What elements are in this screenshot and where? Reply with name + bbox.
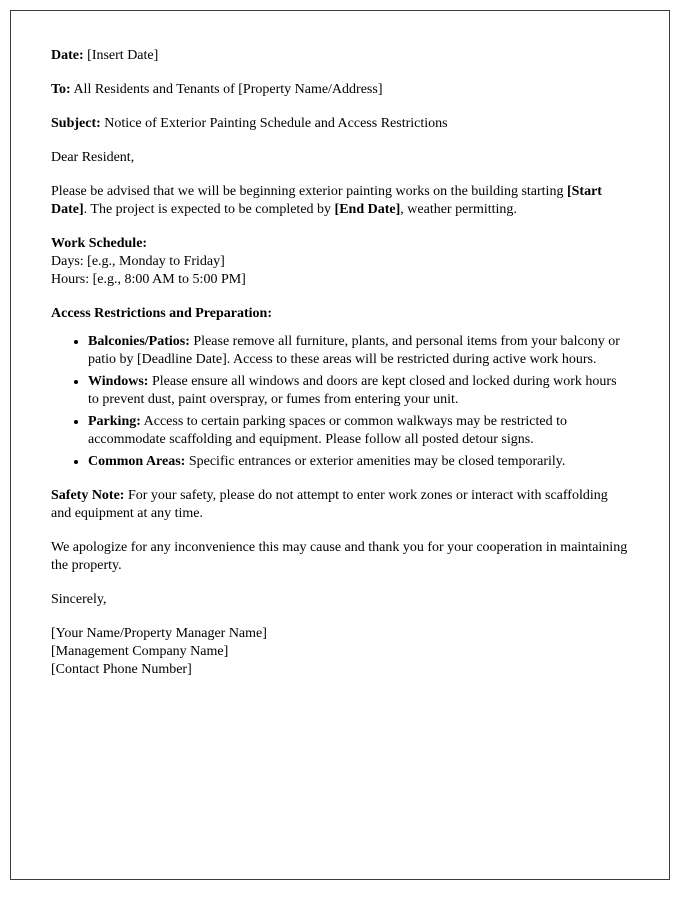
safety-label: Safety Note: [51,488,125,503]
common-areas-label: Common Areas: [88,454,186,469]
subject-line [51,115,629,133]
work-schedule-days: Days: [e.g., Monday to Friday] [51,254,225,269]
subject-value: Notice of Exterior Painting Schedule and Access Restrictions [100,116,448,131]
common-areas-text: Specific entrances or exterior amenities may be closed temporarily. [185,454,566,469]
to-line [51,81,629,99]
to-value: All Residents and Tenants of [Property Name/Address] [70,82,383,97]
windows-label: Windows: [88,374,149,389]
access-list [51,333,629,471]
list-item-windows [88,373,629,409]
intro-text-2: . The project is expected to be completed by [83,202,335,217]
subject-label: Subject: [51,116,101,131]
intro-paragraph [51,183,629,219]
balconies-label: Balconies/Patios: [88,334,190,349]
work-schedule-heading-text: Work Schedule: [51,236,148,251]
signature-company: [Management Company Name] [51,644,229,659]
end-date-placeholder: [End Date] [334,202,401,217]
list-item-balconies [88,333,629,369]
signature-block [51,625,629,679]
closing: Sincerely, [51,592,107,607]
access-heading [51,305,629,323]
to-label: To: [51,82,71,97]
list-item-common-areas [88,453,629,471]
list-item-parking [88,413,629,449]
letter-page [10,10,670,880]
work-schedule-hours: Hours: [e.g., 8:00 AM to 5:00 PM] [51,272,246,287]
access-heading-text: Access Restrictions and Preparation: [51,306,272,321]
letter-body [51,47,629,679]
balconies-text: Please remove all furniture, plants, and personal items from your balcony or patio by [Deadline Date]. Access to these areas will be restricted during active work hours. [88,334,620,367]
date-value: [Insert Date] [83,48,159,63]
safety-text: For your safety, please do not attempt to enter work zones or interact with scaffolding and equipment at any time. [51,488,608,521]
parking-label: Parking: [88,414,141,429]
safety-paragraph [51,487,629,523]
work-schedule-section [51,235,629,289]
intro-text-3: , weather permitting. [400,202,517,217]
work-schedule-heading [51,235,629,253]
apology-paragraph: We apologize for any inconvenience this may cause and thank you for your cooperation in maintaining the property. [51,540,628,573]
date-line [51,47,629,65]
signature-name: [Your Name/Property Manager Name] [51,626,267,641]
date-label: Date: [51,48,84,63]
signature-phone: [Contact Phone Number] [51,662,192,677]
windows-text: Please ensure all windows and doors are kept closed and locked during work hours to prevent dust, paint overspray, or fumes from entering your unit. [88,374,617,407]
greeting: Dear Resident, [51,150,135,165]
start-date-placeholder: [Start Date] [51,184,602,217]
intro-text-1: Please be advised that we will be beginning exterior painting works on the building starting [51,184,567,199]
parking-text: Access to certain parking spaces or common walkways may be restricted to accommodate scaffolding and equipment. Please follow all posted detour signs. [88,414,567,447]
